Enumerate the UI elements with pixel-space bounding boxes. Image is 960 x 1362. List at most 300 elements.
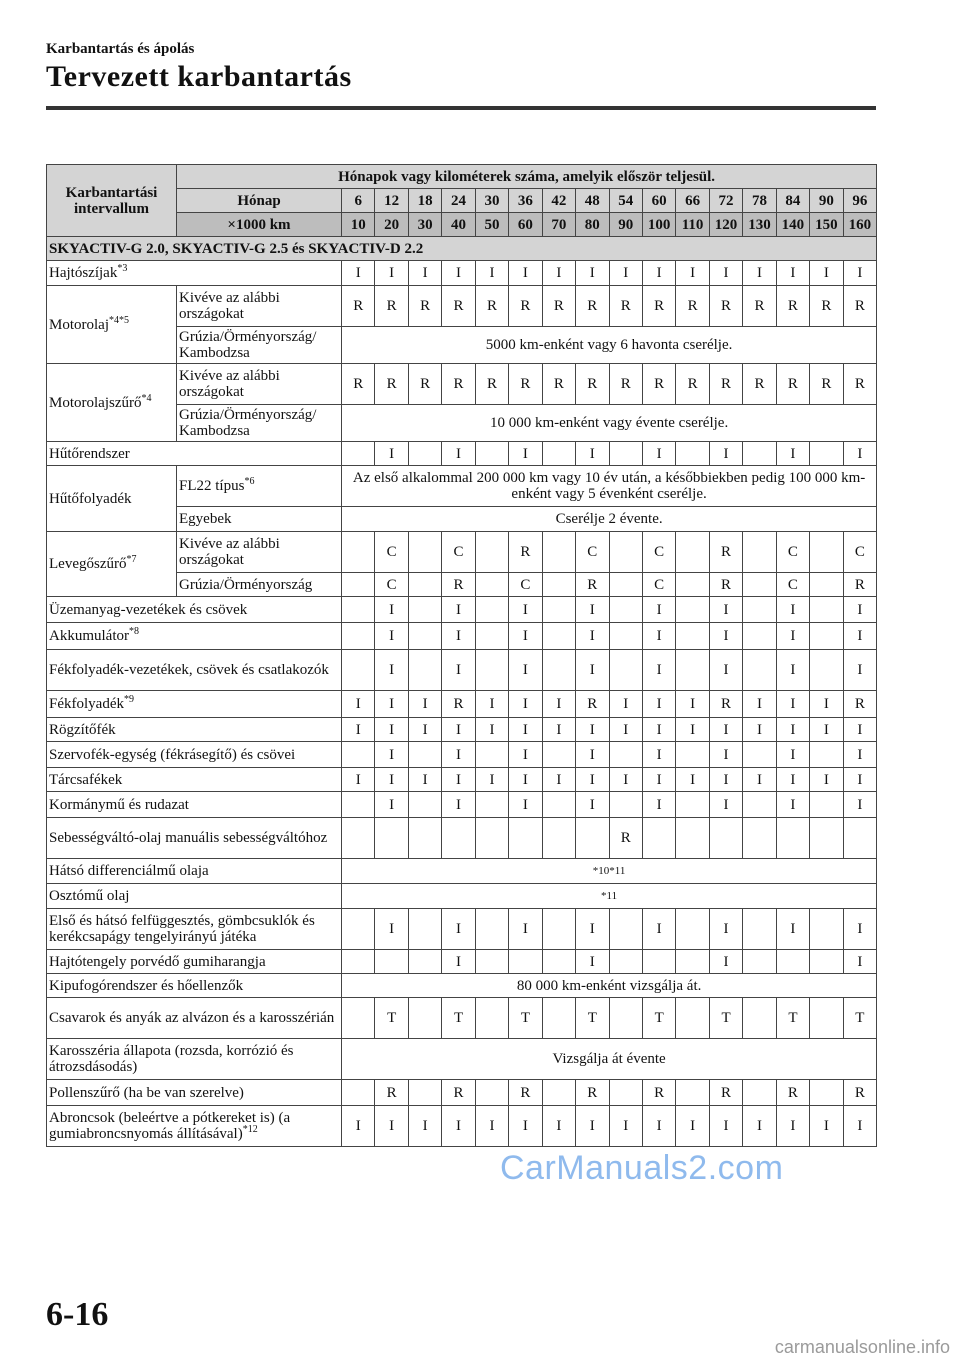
schedule-cell: R	[843, 364, 877, 405]
month-header-cell: 54	[609, 189, 642, 213]
schedule-cell: I	[776, 261, 809, 286]
schedule-cell	[576, 818, 609, 859]
schedule-cell: I	[776, 768, 809, 792]
month-header-cell: 18	[408, 189, 441, 213]
table-row	[47, 1080, 877, 1106]
schedule-cell	[442, 818, 475, 859]
schedule-cell: R	[442, 1080, 475, 1106]
schedule-cell	[342, 623, 375, 650]
schedule-cell: I	[475, 718, 508, 742]
schedule-cell: R	[576, 286, 609, 327]
schedule-cell: I	[342, 691, 375, 718]
schedule-cell	[342, 998, 375, 1039]
schedule-cell: I	[375, 597, 408, 623]
schedule-cell: I	[509, 1106, 542, 1147]
schedule-cell	[342, 532, 375, 573]
schedule-cell	[743, 950, 776, 974]
schedule-cell: I	[642, 1106, 675, 1147]
schedule-cell: R	[576, 1080, 609, 1106]
schedule-cell: I	[375, 650, 408, 691]
schedule-cell	[676, 532, 709, 573]
km-header-cell: 10	[342, 213, 375, 237]
schedule-cell: I	[642, 792, 675, 818]
schedule-cell: R	[442, 573, 475, 597]
row-sublabel-text: Grúzia/Örményország/ Kambodzsa	[179, 407, 317, 439]
schedule-cell: I	[843, 792, 877, 818]
schedule-cell: I	[709, 597, 742, 623]
schedule-cell	[609, 1080, 642, 1106]
table-row	[47, 466, 877, 507]
schedule-cell: I	[843, 1106, 877, 1147]
schedule-cell	[542, 998, 575, 1039]
schedule-cell	[676, 623, 709, 650]
schedule-cell: I	[408, 691, 441, 718]
schedule-cell: I	[609, 1106, 642, 1147]
schedule-cell: R	[709, 532, 742, 573]
schedule-cell: I	[843, 718, 877, 742]
schedule-cell: I	[509, 261, 542, 286]
schedule-cell: I	[709, 950, 742, 974]
row-label-text: Rögzítőfék	[49, 721, 116, 738]
schedule-cell	[475, 742, 508, 768]
row-sublabel	[177, 507, 342, 532]
row-sublabel-text: Grúzia/Örményország/ Kambodzsa	[179, 329, 317, 361]
row-label	[47, 261, 342, 286]
schedule-cell: I	[509, 597, 542, 623]
schedule-cell: I	[843, 742, 877, 768]
row-label-text: Karosszéria állapota (rozsda, korrózió és átrozsdásodás)	[49, 1043, 294, 1075]
table-row	[47, 768, 877, 792]
schedule-cell: R	[709, 364, 742, 405]
schedule-cell	[542, 442, 575, 466]
month-header-cell: 42	[542, 189, 575, 213]
schedule-cell	[342, 597, 375, 623]
km-header-cell: 100	[642, 213, 675, 237]
km-header-cell: 120	[709, 213, 742, 237]
schedule-cell: C	[509, 573, 542, 597]
schedule-cell	[475, 623, 508, 650]
schedule-cell	[743, 792, 776, 818]
schedule-cell: I	[642, 718, 675, 742]
schedule-cell: I	[776, 742, 809, 768]
schedule-cell: I	[776, 442, 809, 466]
row-label	[47, 1039, 342, 1080]
schedule-cell: R	[375, 364, 408, 405]
schedule-cell	[642, 950, 675, 974]
schedule-cell: I	[509, 909, 542, 950]
schedule-cell: I	[375, 261, 408, 286]
schedule-note: Cserélje 2 évente.	[342, 507, 877, 532]
schedule-cell: I	[810, 718, 843, 742]
schedule-cell: I	[843, 597, 877, 623]
schedule-cell	[609, 442, 642, 466]
schedule-note: 80 000 km-enként vizsgálja át.	[342, 974, 877, 998]
table-row	[47, 597, 877, 623]
schedule-cell	[475, 950, 508, 974]
schedule-cell	[609, 573, 642, 597]
schedule-cell: I	[576, 623, 609, 650]
schedule-cell	[342, 650, 375, 691]
month-header-cell: 72	[709, 189, 742, 213]
schedule-cell: I	[843, 442, 877, 466]
schedule-cell: I	[609, 691, 642, 718]
km-header-cell: 30	[408, 213, 441, 237]
schedule-cell	[475, 792, 508, 818]
schedule-cell: R	[843, 286, 877, 327]
schedule-note: Az első alkalommal 200 000 km vagy 10 év után, a későbbiekben pedig 100 000 km-enként vagy 5 évenként cserélje.	[342, 466, 877, 507]
row-label	[47, 998, 342, 1039]
schedule-cell	[542, 909, 575, 950]
schedule-cell: I	[676, 718, 709, 742]
schedule-cell: I	[442, 792, 475, 818]
schedule-cell: I	[442, 718, 475, 742]
row-label	[47, 974, 342, 998]
schedule-cell: I	[542, 1106, 575, 1147]
month-header-cell: 84	[776, 189, 809, 213]
schedule-cell: R	[375, 1080, 408, 1106]
km-header-cell: 80	[576, 213, 609, 237]
table-row	[47, 859, 877, 884]
row-label	[47, 792, 342, 818]
schedule-cell: I	[843, 909, 877, 950]
schedule-cell	[542, 792, 575, 818]
schedule-cell: R	[676, 364, 709, 405]
schedule-cell	[810, 792, 843, 818]
schedule-cell	[843, 818, 877, 859]
schedule-cell: T	[576, 998, 609, 1039]
schedule-cell: I	[776, 718, 809, 742]
schedule-cell	[542, 573, 575, 597]
schedule-cell: R	[342, 286, 375, 327]
row-label	[47, 650, 342, 691]
schedule-cell: I	[642, 623, 675, 650]
row-label	[47, 532, 177, 597]
schedule-cell: I	[375, 442, 408, 466]
row-label-text: Tárcsafékek	[49, 771, 123, 788]
schedule-cell: I	[576, 768, 609, 792]
schedule-cell: C	[776, 573, 809, 597]
row-label	[47, 466, 177, 532]
schedule-cell: C	[843, 532, 877, 573]
months-label: Hónap	[177, 189, 342, 213]
schedule-cell: I	[576, 597, 609, 623]
schedule-cell	[676, 597, 709, 623]
row-label	[47, 623, 342, 650]
row-sublabel	[177, 327, 342, 364]
schedule-cell: I	[776, 691, 809, 718]
schedule-cell: I	[442, 442, 475, 466]
schedule-note: Vizsgálja át évente	[342, 1039, 877, 1080]
schedule-cell: I	[743, 261, 776, 286]
schedule-cell	[743, 573, 776, 597]
schedule-cell: I	[642, 742, 675, 768]
table-row	[47, 623, 877, 650]
schedule-cell	[509, 818, 542, 859]
schedule-cell: I	[442, 1106, 475, 1147]
schedule-cell: R	[542, 286, 575, 327]
schedule-cell: T	[375, 998, 408, 1039]
schedule-cell: R	[676, 286, 709, 327]
schedule-cell: I	[776, 623, 809, 650]
row-label	[47, 442, 342, 466]
schedule-cell	[408, 623, 441, 650]
title-rule	[46, 106, 876, 110]
month-header-cell: 48	[576, 189, 609, 213]
schedule-cell	[709, 818, 742, 859]
schedule-cell: I	[509, 792, 542, 818]
schedule-cell: R	[709, 286, 742, 327]
schedule-cell	[743, 650, 776, 691]
schedule-cell: I	[810, 261, 843, 286]
schedule-cell	[810, 909, 843, 950]
schedule-cell: R	[843, 1080, 877, 1106]
footnote-ref: *4*5	[109, 314, 129, 326]
schedule-cell	[609, 950, 642, 974]
row-label	[47, 718, 342, 742]
schedule-cell: I	[609, 261, 642, 286]
schedule-cell: R	[442, 364, 475, 405]
km-header-cell: 70	[542, 213, 575, 237]
schedule-cell: I	[676, 768, 709, 792]
schedule-cell: I	[442, 909, 475, 950]
page-title: Tervezett karbantartás	[46, 60, 352, 93]
schedule-cell	[342, 909, 375, 950]
schedule-cell: I	[576, 742, 609, 768]
schedule-cell: I	[810, 1106, 843, 1147]
schedule-cell: R	[843, 573, 877, 597]
month-header-cell: 12	[375, 189, 408, 213]
schedule-cell	[342, 1080, 375, 1106]
row-label-text: Fékfolyadék	[49, 696, 124, 712]
schedule-cell	[676, 1080, 709, 1106]
schedule-cell: I	[709, 442, 742, 466]
schedule-cell	[743, 532, 776, 573]
footnote-ref: *3	[117, 263, 128, 274]
schedule-cell: I	[475, 1106, 508, 1147]
schedule-cell: I	[542, 718, 575, 742]
schedule-cell: I	[676, 261, 709, 286]
schedule-cell: I	[576, 909, 609, 950]
row-label-text: Abroncsok (beleértve a pótkereket is) (a gumiabroncsnyomás állításával)	[49, 1110, 291, 1142]
row-label-text: Akkumulátor	[49, 628, 129, 644]
km-header-cell: 20	[375, 213, 408, 237]
schedule-cell: I	[408, 768, 441, 792]
schedule-cell: R	[776, 364, 809, 405]
table-row	[47, 1039, 877, 1080]
schedule-cell	[810, 442, 843, 466]
schedule-cell	[408, 998, 441, 1039]
schedule-cell: T	[642, 998, 675, 1039]
schedule-cell: T	[509, 998, 542, 1039]
schedule-cell: I	[375, 718, 408, 742]
row-label	[47, 818, 342, 859]
month-header-cell: 6	[342, 189, 375, 213]
schedule-cell: I	[843, 650, 877, 691]
row-label-text: Kipufogórendszer és hőellenzők	[49, 977, 244, 994]
row-sublabel	[177, 466, 342, 507]
schedule-cell	[542, 950, 575, 974]
table-row	[47, 261, 877, 286]
schedule-cell: R	[843, 691, 877, 718]
row-label	[47, 909, 342, 950]
schedule-cell: I	[342, 718, 375, 742]
schedule-cell	[475, 442, 508, 466]
schedule-cell: I	[442, 597, 475, 623]
month-header-cell: 66	[676, 189, 709, 213]
schedule-cell: I	[375, 691, 408, 718]
km-label: ×1000 km	[177, 213, 342, 237]
schedule-cell	[342, 442, 375, 466]
row-label-text: Fékfolyadék-vezetékek, csövek és csatlakozók	[49, 662, 329, 678]
table-row	[47, 909, 877, 950]
schedule-cell: I	[442, 950, 475, 974]
footnote-ref: *9	[123, 694, 134, 705]
schedule-cell	[542, 1080, 575, 1106]
schedule-cell	[743, 623, 776, 650]
schedule-cell: I	[442, 650, 475, 691]
schedule-cell	[408, 818, 441, 859]
row-label-text: Csavarok és anyák az alvázon és a karosszérián	[49, 1010, 335, 1026]
schedule-cell: I	[642, 691, 675, 718]
schedule-cell	[810, 818, 843, 859]
schedule-cell	[542, 532, 575, 573]
table-row	[47, 650, 877, 691]
footer-site: carmanualsonline.info	[774, 1337, 950, 1357]
schedule-cell	[609, 623, 642, 650]
schedule-cell	[375, 950, 408, 974]
schedule-cell: R	[509, 364, 542, 405]
schedule-cell	[342, 818, 375, 859]
schedule-cell: I	[642, 650, 675, 691]
row-label	[47, 597, 342, 623]
schedule-cell: I	[843, 261, 877, 286]
month-header-cell: 78	[743, 189, 776, 213]
schedule-cell: I	[709, 623, 742, 650]
schedule-cell	[609, 650, 642, 691]
schedule-cell: I	[375, 742, 408, 768]
engine-section-heading: SKYACTIV-G 2.0, SKYACTIV-G 2.5 és SKYACTIV-D 2.2	[47, 237, 877, 261]
month-header-cell: 24	[442, 189, 475, 213]
schedule-cell	[609, 742, 642, 768]
schedule-cell: I	[509, 691, 542, 718]
schedule-cell	[676, 909, 709, 950]
interval-label: Karbantartási intervallum	[47, 165, 177, 237]
row-label	[47, 1106, 342, 1147]
schedule-cell	[810, 623, 843, 650]
interval-header: Hónapok vagy kilométerek száma, amelyik először teljesül.	[177, 165, 877, 189]
schedule-cell: I	[509, 742, 542, 768]
schedule-cell: I	[375, 792, 408, 818]
schedule-cell: I	[509, 768, 542, 792]
row-label	[47, 1080, 342, 1106]
schedule-cell	[743, 597, 776, 623]
month-header-cell: 60	[642, 189, 675, 213]
schedule-cell: I	[609, 768, 642, 792]
schedule-cell: I	[509, 718, 542, 742]
schedule-cell: R	[542, 364, 575, 405]
schedule-note: 5000 km-enként vagy 6 havonta cserélje.	[342, 327, 877, 364]
footnote-ref: *8	[129, 626, 139, 637]
schedule-cell	[676, 650, 709, 691]
km-header-cell: 50	[475, 213, 508, 237]
table-row	[47, 974, 877, 998]
schedule-cell: I	[642, 261, 675, 286]
row-sublabel-text: FL22 típus	[179, 478, 245, 494]
schedule-cell: R	[810, 364, 843, 405]
row-label	[47, 742, 342, 768]
schedule-cell: I	[776, 597, 809, 623]
table-row	[47, 718, 877, 742]
row-label-text: Hűtőfolyadék	[49, 490, 132, 507]
table-row	[47, 286, 877, 327]
schedule-cell: I	[709, 718, 742, 742]
schedule-cell	[509, 950, 542, 974]
schedule-cell: C	[642, 573, 675, 597]
schedule-cell: R	[609, 364, 642, 405]
km-header-cell: 60	[509, 213, 542, 237]
table-row	[47, 742, 877, 768]
schedule-cell: I	[576, 718, 609, 742]
schedule-cell: R	[442, 691, 475, 718]
schedule-cell: I	[509, 650, 542, 691]
schedule-cell: I	[709, 1106, 742, 1147]
schedule-cell: I	[743, 718, 776, 742]
schedule-cell: I	[642, 768, 675, 792]
schedule-cell	[609, 597, 642, 623]
schedule-cell: I	[442, 742, 475, 768]
row-label	[47, 950, 342, 974]
schedule-cell	[408, 442, 441, 466]
schedule-cell: R	[776, 1080, 809, 1106]
schedule-cell	[810, 532, 843, 573]
row-sublabel-text: Kivéve az alábbi országokat	[179, 290, 280, 322]
schedule-cell: I	[743, 768, 776, 792]
table-row	[47, 792, 877, 818]
schedule-cell	[408, 597, 441, 623]
schedule-cell	[810, 998, 843, 1039]
schedule-cell	[408, 573, 441, 597]
schedule-cell: I	[375, 768, 408, 792]
schedule-cell: C	[776, 532, 809, 573]
schedule-cell	[743, 1080, 776, 1106]
schedule-cell	[743, 818, 776, 859]
schedule-cell	[408, 650, 441, 691]
table-row	[47, 950, 877, 974]
schedule-cell	[342, 792, 375, 818]
km-header-cell: 90	[609, 213, 642, 237]
row-label-text: Motorolajszűrő	[49, 394, 142, 411]
schedule-cell: I	[709, 909, 742, 950]
schedule-cell	[810, 742, 843, 768]
schedule-cell: R	[709, 573, 742, 597]
schedule-cell: I	[776, 909, 809, 950]
row-label-text: Hajtószíjak	[49, 265, 118, 281]
schedule-cell: I	[576, 1106, 609, 1147]
row-label-text: Hűtőrendszer	[49, 445, 130, 462]
schedule-cell: I	[576, 650, 609, 691]
page-number: 6-16	[46, 1296, 109, 1333]
schedule-cell	[642, 818, 675, 859]
km-header-cell: 160	[843, 213, 877, 237]
schedule-cell	[676, 998, 709, 1039]
schedule-cell: I	[810, 768, 843, 792]
table-row	[47, 884, 877, 909]
schedule-cell: I	[542, 768, 575, 792]
schedule-cell: I	[843, 768, 877, 792]
schedule-cell	[676, 950, 709, 974]
row-sublabel	[177, 364, 342, 405]
schedule-cell	[609, 792, 642, 818]
